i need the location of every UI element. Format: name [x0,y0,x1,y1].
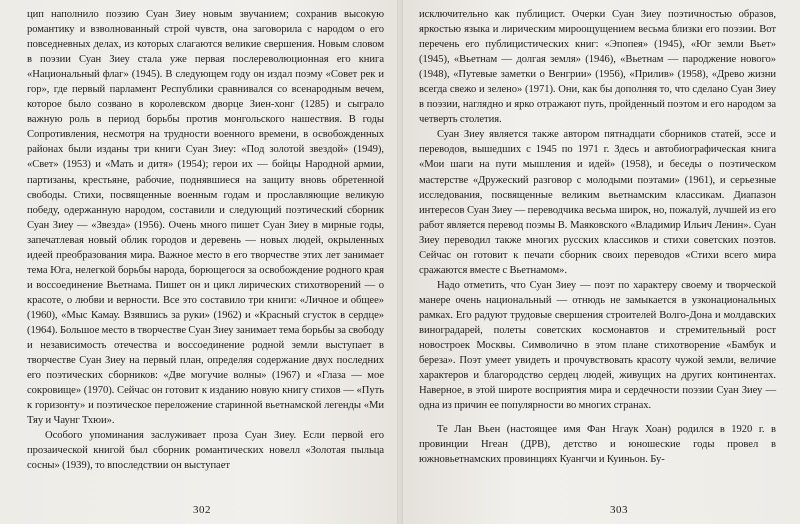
page-number: 303 [610,504,628,516]
paragraph: цип наполнило поэзию Суан Зиеу новым звучанием; сохранив высокую романтику и взволнованный строй чувств, она заговорила с народом о его повседневных делах, из которых слагаются великие свершения. Новым словом в поэзии Суан Зиеу стала уже первая послереволюционная его книга «Национальный флаг» (1945). В следующем году он издал поэму «Совет рек и гор», где первый парламент Республики сравнивался со всенародным вечем, которое было созвано в королевском дворце Зиен-хонг (1285) и сыграло важную роль в период борьбы против монгольского нашествия. В годы Сопротивления, несмотря на трудности военного времени, в освобожденных районах были изданы три книги Суан Зиеу: «Под золотой звездой» (1949), «Свет» (1953) и «Мать и дитя» (1954); герои их — бойцы Народной армии, партизаны, крестьяне, рабочие, поднявшиеся на защиту вновь обретенной свободы. Стихи, посвященные военным годам и прославляющие великую победу, одержанную народом, составили и следующий поэтический сборник Суан Зиеу — «Звезда» (1956). Очень много пишет Суан Зиеу в мирные годы, запечатлевая новый облик городов и деревень — новых людей, окрыленных идеей преобразования мира. Важное место в его творчестве этих лет занимает тема Юга, нелегкой борьбы народа, борющегося за освобождение родного края и воссоединение Вьетнама. Пишет он и цикл лирических стихотворений — о красоте, о любви и верности. Все это составило три книги: «Личное и общее» (1960), «Мыс Камау. Взявшись за руки» (1962) и «Красный сгусток в сердце» (1964). Большое место в творчестве Суан Зиеу занимает тема борьбы за свободу и независимость отечества и воссоединение родной земли выступает в творчестве Суан Зиеу на первый план, определяя содержание двух последних его поэтических сборников: «Две могучие волны» (1967) и «Глаза — мое сокровище» (1970). Сейчас он готовит к изданию новую книгу стихов — «Путь к горизонту» и поэтическое переложение старинной вьетнамской легенды «Ми Тяу и Чаунг Тхюи». [27,9,384,427]
paragraph: Суан Зиеу является также автором пятнадцати сборников статей, эссе и переводов, вышедших с 1945 по 1971 г. Здесь и автобиографическая книга «Мои шаги на пути мышления и идей» (1958), и беседы о поэтическом мастерстве «Дружеский разговор с молодыми поэтами» (1961), и серьезные исследования, посвященные великим вьетнамским классикам. Диапазон интересов Суан Зиеу — переводчика весьма широк, но, пожалуй, лучшей из его работ является перевод поэмы В. Маяковского «Владимир Ильич Ленин». Суан Зиеу переводил также многих русских классиков и стихи советских поэтов. Сейчас он готовит к печати сборник своих переводов «Стихи всего мира сражаются вместе с Вьетнамом». [419,129,776,276]
right-page [400,0,800,524]
paragraph: Надо отметить, что Суан Зиеу — поэт по характеру своему и творческой манере очень национальный — отнюдь не замыкается в узконациональных рамках. Его радуют трудовые свершения строителей Волго-Дона и молдавских виноградарей, полеты советских космонавтов и стремительный рост новостроек Москвы. Символично в этом плане стихотворение «Бамбук и береза». Поэт умеет увидеть и прочувствовать красоту чужой земли, величие характеров и благородство сердец людей, живущих на других континентах. Наверное, в этой широте восприятия мира и сердечности поэзии Суан Зиеу — одна из причин ее популярности во многих странах. [419,279,776,412]
paragraph: Те Лан Вьен (настоящее имя Фан Нгаук Хоан) родился в 1920 г. в провинции Нгеан (ДРВ), детство и юношеские годы провел в южновьетнамских провинциях Куангчи и Куиньон. Бу- [419,424,776,466]
page-number: 302 [193,504,211,516]
paragraph: исключительно как публицист. Очерки Суан Зиеу поэтичностью образов, яркостью языка и лирическим мироощущением весьма близки его поэзии. Вот перечень его публицистических книг: «Эпопея» (1945), «Юг земли Вьет» (1945), «Вьетнам — долгая земля» (1946), «Вьетнам — пароджение нового» (1948), «Путевые заметки о Венгрии» (1956), «Прилив» (1958), «Древо жизни всегда свежо и зелено» (1971). Они, как бы дополняя то, что сделано Суан Зиеу в поэзии, наглядно и ярко отражают путь, пройденный поэтом и его народом за четверть столетия. [419,9,776,126]
paragraph: Особого упоминания заслуживает проза Суан Зиеу. Если первой его прозаической книгой был сборник романтических новелл «Золотая пыльца сосны» (1939), то впоследствии он выступает [27,430,384,472]
book-gutter [397,0,403,524]
